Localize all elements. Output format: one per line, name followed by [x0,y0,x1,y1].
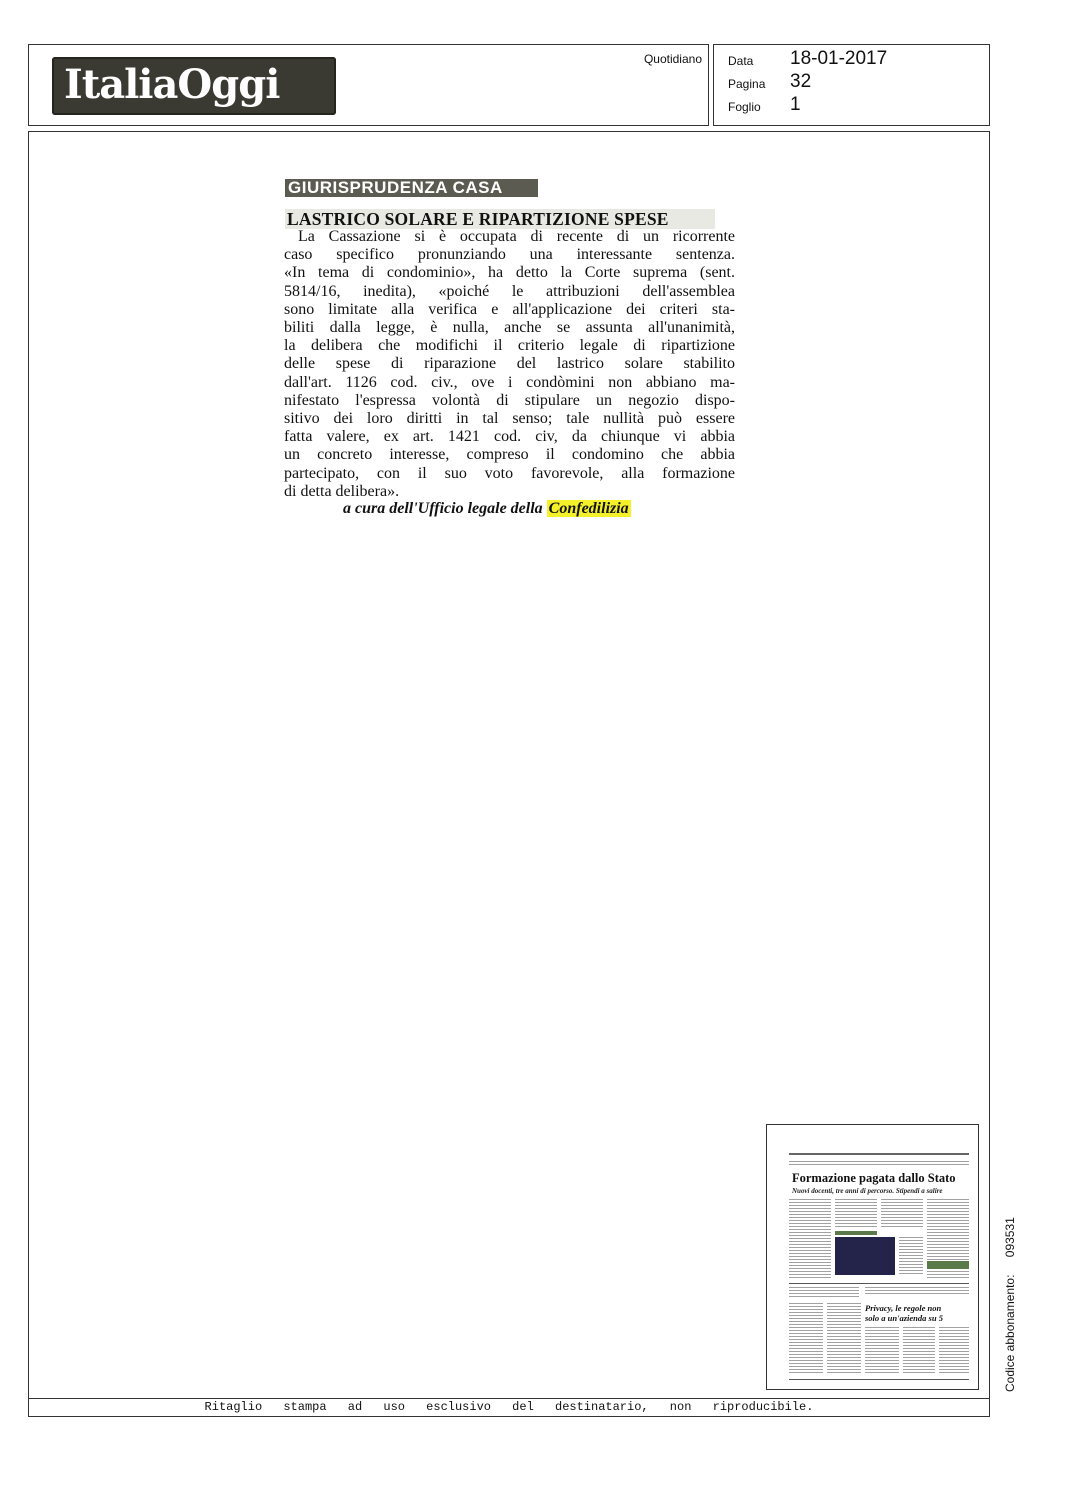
thumb-text-block [789,1199,831,1279]
thumb-text-block [865,1287,969,1295]
footer-frame [28,1399,990,1417]
article-line: sono limitate alla verifica e all'applicazione dei criteri sta- [284,300,735,318]
subscription-code [1003,1217,1017,1392]
header-left-box [28,44,709,126]
article-line: partecipato, con il suo voto favorevole, alla formazione [284,464,735,482]
thumb-text-block [939,1327,969,1375]
article-line: nifestato l'espressa volontà di stipulare un negozio dispo- [284,391,735,409]
thumb-text-block [827,1303,861,1375]
meta-value-sheet: 1 [790,94,801,115]
publication-logo [52,57,336,115]
thumb-second-title-line1: Privacy, le regole non [865,1303,942,1313]
thumb-text-block [789,1287,859,1299]
thumb-title: Formazione pagata dallo Stato [792,1171,956,1185]
article-line: dall'art. 1126 cod. civ., ove i condòmini non abbiano ma- [284,373,735,391]
thumb-rule [789,1153,969,1155]
article-signature [343,500,631,518]
thumb-photo [835,1237,895,1275]
thumb-second-title [865,1303,943,1323]
thumb-text-block [789,1303,823,1375]
article-line: sitivo dei loro diritti in tal senso; tale nullità può essere [284,410,735,428]
article-line: caso specifico pronunziando una interessante sentenza. [284,246,735,264]
subscription-code-label: Codice abbonamento: [1003,1274,1017,1392]
thumb-text-block [903,1327,935,1375]
article-line: un concreto interesse, compreso il condomino che abbia [284,446,735,464]
thumb-text-block [899,1237,923,1275]
thumb-bar [835,1231,877,1235]
meta-label-page: Pagina [728,77,766,91]
article-body [284,228,735,501]
meta-value-date: 18-01-2017 [790,48,888,69]
thumb-text-block [789,1161,969,1167]
subscription-code-value: 093531 [1003,1217,1017,1258]
article-line: La Cassazione si è occupata di recente di un ricorrente [298,228,735,245]
article-headline-text: LASTRICO SOLARE E RIPARTIZIONE SPESE [287,209,669,229]
meta-value-page: 32 [790,71,812,92]
signature-prefix: a cura dell'Ufficio legale della [343,500,543,517]
page-thumbnail [766,1124,979,1390]
page-thumbnail-content [775,1133,970,1383]
article-line: biliti dalla legge, è nulla, anche se assunta all'unanimità, [284,319,735,337]
thumb-second-title-line2: solo a un'azienda su 5 [865,1313,943,1323]
article-line: «In tema di condominio», ha detto la Corte suprema (sent. [284,264,735,282]
footer-notice: Ritaglio stampa ad uso esclusivo del destinatario, non riproducibile. [204,1400,814,1414]
article-line: di detta delibera». [284,482,400,500]
article-line: 5814/16, inedita), «poiché le attribuzioni dell'assemblea [284,282,735,300]
thumb-bar [927,1261,969,1269]
thumb-text-block [865,1327,899,1375]
meta-label-sheet: Foglio [728,100,761,114]
logo-text: ItaliaOggi [64,61,280,108]
article-line: la delibera che modifichi il criterio legale di ripartizione [284,337,735,355]
article-line: delle spese di riparazione del lastrico solare stabilito [284,355,735,373]
article-headline [285,209,715,229]
thumb-text-block [881,1199,923,1227]
thumb-rule [789,1379,969,1380]
section-label [285,179,538,197]
meta-label-date: Data [728,54,754,68]
signature-highlight: Confedilizia [548,500,629,517]
header-meta-box [713,44,990,126]
section-label-text: GIURISPRUDENZA CASA [288,178,503,197]
thumb-subtitle: Nuovi docenti, tre anni di percorso. Stipendi a salire [792,1187,943,1195]
article-line: fatta valere, ex art. 1421 cod. civ, da chiunque vi abbia [284,428,735,446]
thumb-text-block [835,1199,877,1227]
publication-type: Quotidiano [643,52,702,66]
thumb-rule [789,1283,969,1284]
